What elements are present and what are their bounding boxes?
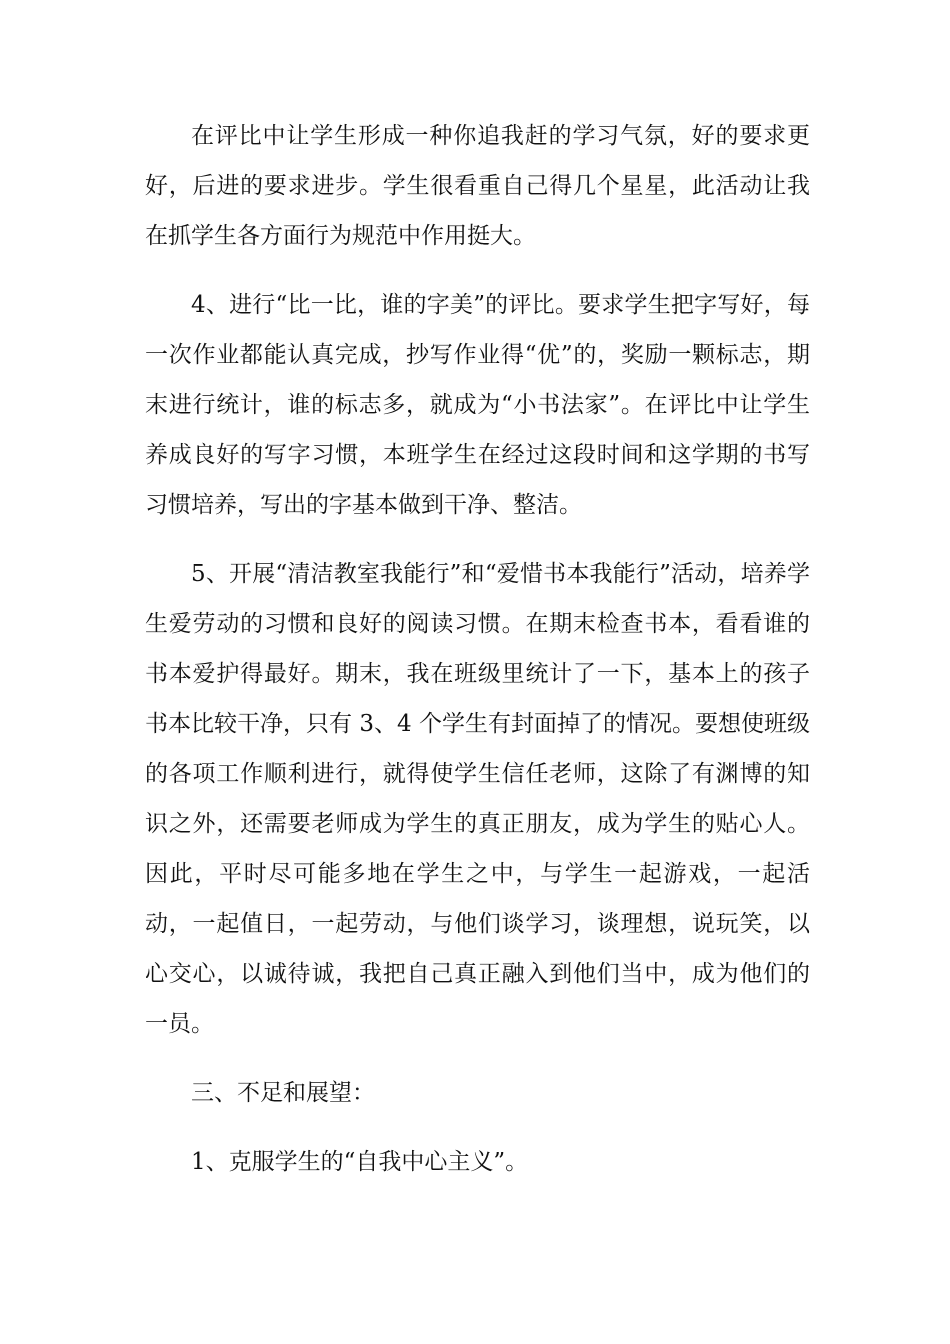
paragraph-gap bbox=[145, 261, 810, 280]
paragraph-star-evaluation: 在评比中让学生形成一种你追我赶的学习气氛，好的要求更好，后进的要求进步。学生很看重自己得几个星星，此活动让我在抓学生各方面行为规范中作用挺大。 bbox=[145, 123, 810, 249]
paragraph-gap bbox=[145, 1118, 810, 1137]
paragraph-gap bbox=[145, 530, 810, 549]
list-item-overcome-egocentrism: 1、克服学生的“自我中心主义”。 bbox=[191, 1149, 529, 1175]
paragraph-handwriting-contest: 4、进行“比一比，谁的字美”的评比。要求学生把字写好，每一次作业都能认真完成，抄写作业得“优”的，奖励一颗标志，期末进行统计，谁的标志多，就成为“小书法家”。在评比中让学生养成良好的写字习惯，本班学生在经过这段时间和这学期的书写习惯培养，写出的字基本做到干净、整洁。 bbox=[145, 292, 810, 518]
paragraph-gap bbox=[145, 1049, 810, 1068]
document-body bbox=[145, 111, 810, 1187]
section-heading-shortcomings: 三、不足和展望： bbox=[191, 1080, 375, 1106]
paragraph-clean-classroom-activity: 5、开展“清洁教室我能行”和“爱惜书本我能行”活动，培养学生爱劳动的习惯和良好的阅读习惯。在期末检查书本，看看谁的书本爱护得最好。期末，我在班级里统计了一下，基本上的孩子书本比较干净，只有 3、4 个学生有封面掉了的情况。要想使班级的各项工作顺利进行，就得使学生信任老师，这除了有渊博的知识之外，还需要老师成为学生的真正朋友，成为学生的贴心人。因此，平时尽可能多地在学生之中，与学生一起游戏，一起活动，一起值日，一起劳动，与他们谈学习，谈理想，说玩笑，以心交心，以诚待诚，我把自己真正融入到他们当中，成为他们的一员。 bbox=[145, 561, 810, 1037]
